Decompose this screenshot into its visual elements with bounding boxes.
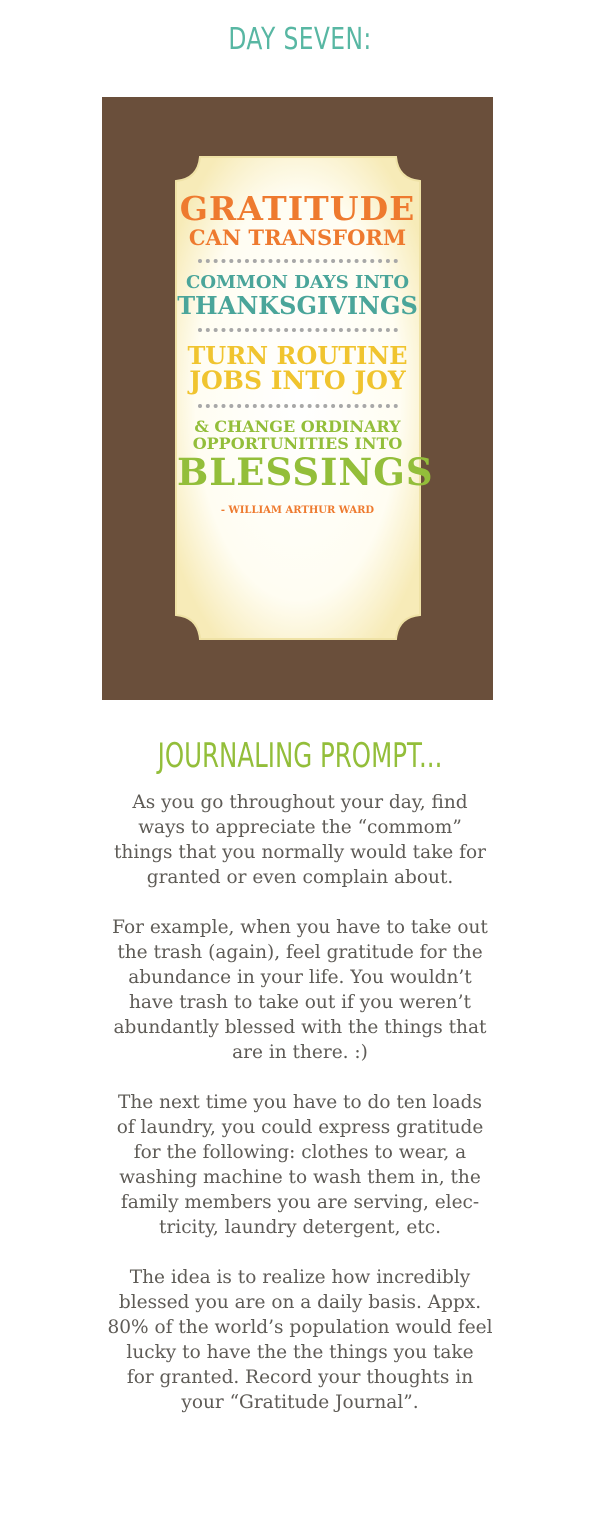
quote-poster [102, 97, 493, 700]
text-line: abundance in your life. You wouldn’t [128, 967, 472, 988]
text-line: The idea is to realize how incredibly [129, 1267, 471, 1288]
text-line: your “Gratitude Journal”. [181, 1392, 419, 1413]
text-line: family members you are serving, elec- [120, 1192, 480, 1213]
text-line: things that you normally would take for [114, 842, 486, 863]
quote-line-jobs-into-joy: JOBS INTO JOY [189, 365, 406, 395]
text-line: 80% of the world’s population would feel [107, 1317, 493, 1338]
paragraph-trash-example [60, 915, 540, 1065]
text-line: abundantly blessed with the things that [113, 1017, 487, 1038]
journaling-prompt-body [60, 790, 540, 1440]
paragraph-intro [60, 790, 540, 890]
quote-line-opportunities: OPPORTUNITIES INTO [192, 434, 403, 453]
text-line: the trash (again), feel gratitude for the [117, 942, 483, 963]
quote-line-gratitude: GRATITUDE [179, 189, 416, 228]
text-line: As you go throughout your day, find [132, 792, 468, 813]
text-line: for the following: clothes to wear, a [133, 1142, 467, 1163]
quote-line-change-ordinary: & CHANGE ORDINARY [194, 417, 401, 437]
dotted-divider [198, 404, 398, 408]
quote-line-thanksgivings: THANKSGIVINGS [177, 290, 418, 320]
quote-text [177, 189, 434, 516]
text-line: The next time you have to do ten loads [118, 1092, 482, 1113]
text-line: lucky to have the the things you take [126, 1342, 474, 1363]
text-line: granted or even complain about. [146, 867, 454, 888]
quote-attribution: - WILLIAM ARTHUR WARD [220, 504, 375, 516]
text-line: washing machine to wash them in, the [119, 1167, 481, 1188]
dotted-divider [198, 259, 398, 263]
paragraph-idea [60, 1265, 540, 1415]
quote-line-blessings: BLESSINGS [177, 449, 434, 494]
day-title: DAY SEVEN: [228, 22, 372, 57]
quote-line-can-transform: CAN TRANSFORM [188, 224, 407, 250]
text-line: are in there. :) [232, 1042, 368, 1063]
text-line: ways to appreciate the “commom” [138, 817, 462, 838]
text-line: for granted. Record your thoughts in [126, 1367, 474, 1388]
paragraph-laundry-example [60, 1090, 540, 1240]
text-line: For example, when you have to take out [112, 917, 488, 938]
text-line: have trash to take out if you weren’t [129, 992, 471, 1013]
journaling-prompt-title: JOURNALING PROMPT... [157, 736, 443, 776]
dotted-divider [198, 328, 398, 332]
text-line: of laundry, you could express gratitude [116, 1117, 484, 1138]
quote-line-turn-routine: TURN ROUTINE [187, 340, 408, 370]
text-line: blessed you are on a daily basis. Appx. [118, 1292, 482, 1313]
quote-line-common-days: COMMON DAYS INTO [186, 271, 409, 293]
text-line: tricity, laundry detergent, etc. [159, 1217, 441, 1238]
